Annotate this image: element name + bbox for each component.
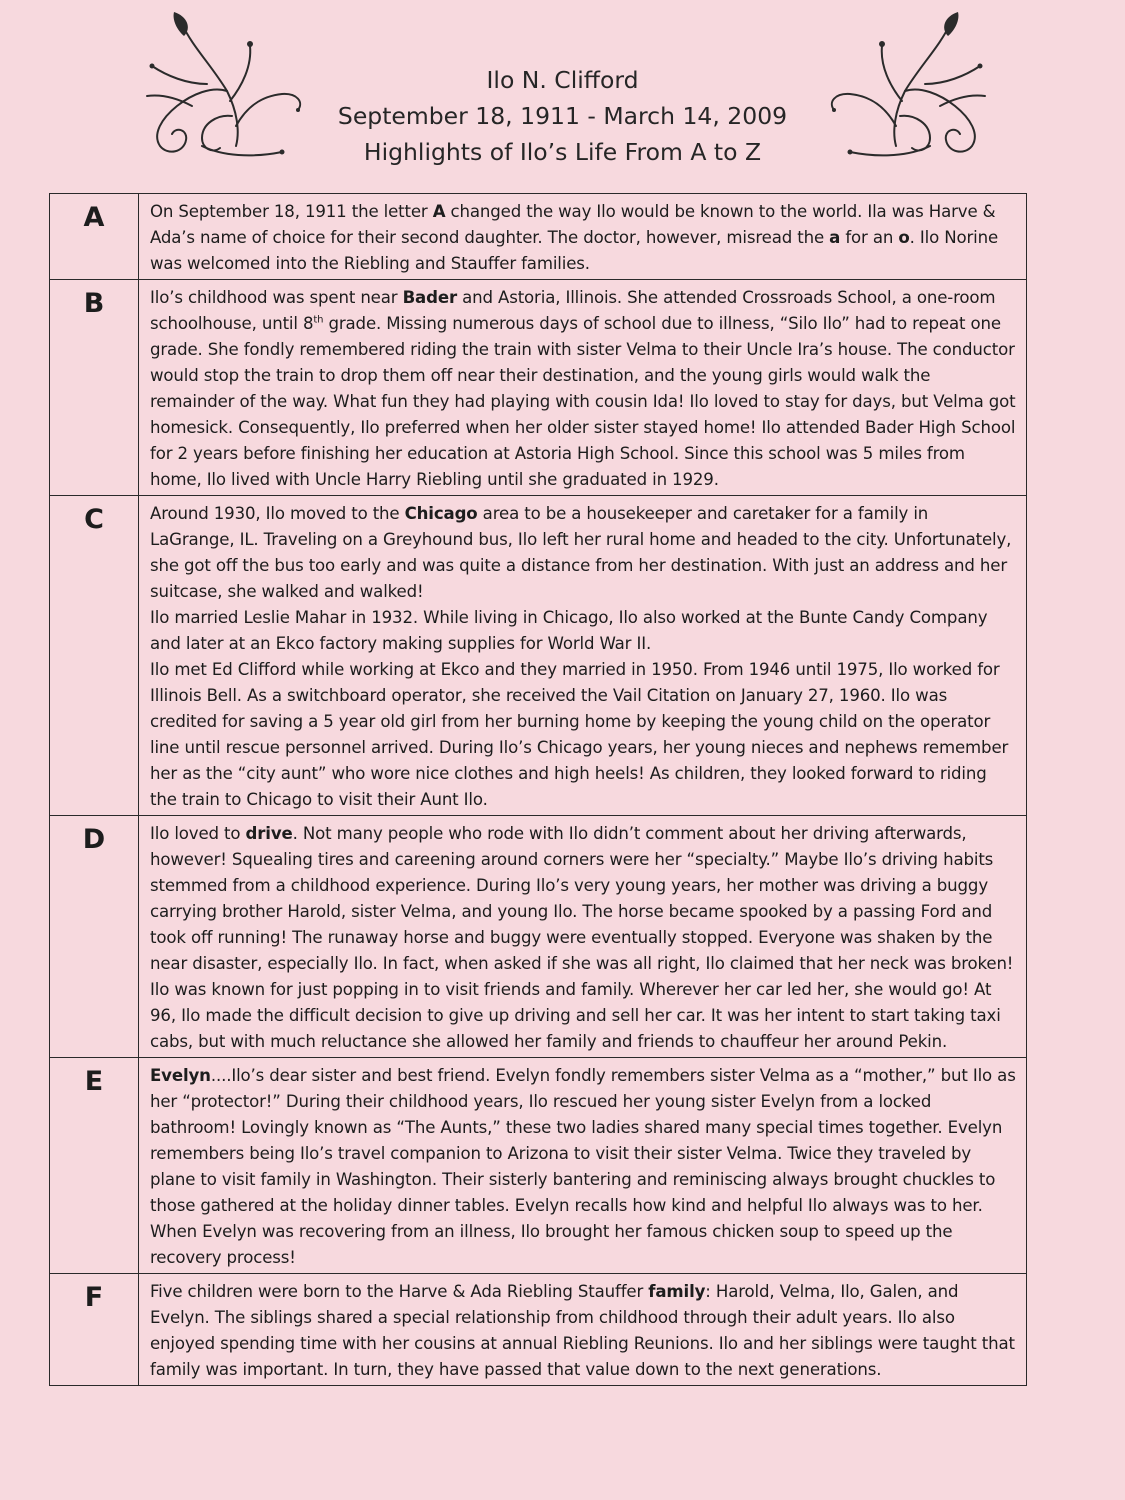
entry-text — [139, 1058, 1027, 1274]
highlight-word: Bader — [402, 288, 457, 307]
entry-row-c — [50, 496, 1027, 816]
entry-letter: E — [50, 1058, 139, 1274]
entry-paragraph: Five children were born to the Harve & Ada Riebling Stauffer family: Harold, Velma, Ilo, Galen, and Evelyn. The siblings shared a special relationship from childhood through their adult years. Ilo also enjoyed spending time with her cousins at annual Riebling Reunions. Ilo and her siblings were taught that family was important. In turn, they have passed that value down to the next generations. — [150, 1282, 1015, 1379]
entry-row-e — [50, 1058, 1027, 1274]
entry-row-f — [50, 1274, 1027, 1386]
entry-paragraph: Ilo was known for just popping in to visit friends and family. Wherever her car led her, she would go! At 96, Ilo made the difficult decision to give up driving and sell her car. It was her intent to start taking taxi cabs, but with much reluctance she allowed her family and friends to chauffeur her around Pekin. — [150, 980, 1001, 1051]
entry-row-a — [50, 194, 1027, 280]
entry-paragraph: Ilo met Ed Clifford while working at Ekco and they married in 1950. From 1946 until 1975, Ilo worked for Illinois Bell. As a switchboard operator, she received the Vail Citation on January 27, 1960. Ilo was credited for saving a 5 year old girl from her burning home by keeping the young child on the operator line until rescue personnel arrived. During Ilo’s Chicago years, her young nieces and nephews remember her as the “city aunt” who wore nice clothes and high heels! As children, they looked forward to riding the train to Chicago to visit their Aunt Ilo. — [150, 660, 1009, 809]
entry-letter: A — [50, 194, 139, 280]
highlight-word: Chicago — [404, 504, 478, 523]
entry-text — [139, 1274, 1027, 1386]
highlight-word: o — [898, 228, 910, 247]
highlight-word: a — [829, 228, 841, 247]
highlight-word: A — [432, 202, 446, 221]
entry-row-b — [50, 280, 1027, 496]
entry-text — [139, 280, 1027, 496]
floral-ornament-right — [820, 6, 1000, 166]
entry-paragraph: Ilo loved to drive. Not many people who rode with Ilo didn’t comment about her driving afterwards, however! Squealing tires and careening around corners were her “specialty.” Maybe Ilo’s driving habits stemmed from a childhood experience. During Ilo’s very young years, her mother was driving a buggy carrying brother Harold, sister Velma, and young Ilo. The horse became spooked by a passing Ford and took off running! The runaway horse and buggy were eventually stopped. Everyone was shaken by the near disaster, especially Ilo. In fact, when asked if she was all right, Ilo claimed that her neck was broken! — [150, 824, 1014, 973]
entry-paragraph: Around 1930, Ilo moved to the Chicago area to be a housekeeper and caretaker for a family in LaGrange, IL. Traveling on a Greyhound bus, Ilo left her rural home and headed to the city. Unfortunately, she got off the bus too early and was quite a distance from her destination. With just an address and her suitcase, she walked and walked! — [150, 504, 1012, 601]
entry-paragraph: Evelyn....Ilo’s dear sister and best friend. Evelyn fondly remembers sister Velma as a “mother,” but Ilo as her “protector!” During their childhood years, Ilo rescued her young sister Evelyn from a locked bathroom! Lovingly known as “The Aunts,” these two ladies shared many special times together. Evelyn remembers being Ilo’s travel companion to Arizona to visit their sister Velma. Twice they traveled by plane to visit family in Washington. Their sisterly bantering and reminiscing always brought chuckles to those gathered at the holiday dinner tables. Evelyn recalls how kind and helpful Ilo always was to her. When Evelyn was recovering from an illness, Ilo brought her famous chicken soup to speed up the recovery process! — [150, 1066, 1016, 1267]
entry-letter: D — [50, 816, 139, 1058]
entry-row-d — [50, 816, 1027, 1058]
ordinal-suffix: th — [313, 314, 324, 326]
entry-letter: B — [50, 280, 139, 496]
floral-ornament-left — [132, 6, 312, 166]
page-title: Ilo N. Clifford — [486, 66, 639, 94]
highlight-word: family — [648, 1282, 706, 1301]
entry-text — [139, 816, 1027, 1058]
highlight-word: Evelyn — [150, 1066, 211, 1085]
entry-text — [139, 194, 1027, 280]
entry-paragraph: Ilo’s childhood was spent near Bader and Astoria, Illinois. She attended Crossroads School, a one-room schoolhouse, until 8th grade. Missing numerous days of school due to illness, “Silo Ilo” had to repeat one grade. She fondly remembered riding the train with sister Velma to their Uncle Ira’s house. The conductor would stop the train to drop them off near their destination, and the young girls would walk the remainder of the way. What fun they had playing with cousin Ida! Ilo loved to stay for days, but Velma got homesick. Consequently, Ilo preferred when her older sister stayed home! Ilo attended Bader High School for 2 years before finishing her education at Astoria High School. Since this school was 5 miles from home, Ilo lived with Uncle Harry Riebling until she graduated in 1929. — [150, 288, 1016, 489]
page-subtitle: Highlights of Ilo’s Life From A to Z — [363, 138, 762, 166]
entry-paragraph: On September 18, 1911 the letter A changed the way Ilo would be known to the world. Ila was Harve & Ada’s name of choice for their second daughter. The doctor, however, misread the a for an o. Ilo Norine was welcomed into the Riebling and Stauffer families. — [150, 202, 999, 273]
life-dates: September 18, 1911 - March 14, 2009 — [337, 102, 788, 130]
entry-text — [139, 496, 1027, 816]
highlight-word: drive — [245, 824, 293, 843]
entry-paragraph: Ilo married Leslie Mahar in 1932. While living in Chicago, Ilo also worked at the Bunte Candy Company and later at an Ekco factory making supplies for World War II. — [150, 608, 988, 653]
entry-letter: C — [50, 496, 139, 816]
entry-letter: F — [50, 1274, 139, 1386]
header — [300, 62, 825, 170]
a-to-z-table — [49, 193, 1027, 1386]
